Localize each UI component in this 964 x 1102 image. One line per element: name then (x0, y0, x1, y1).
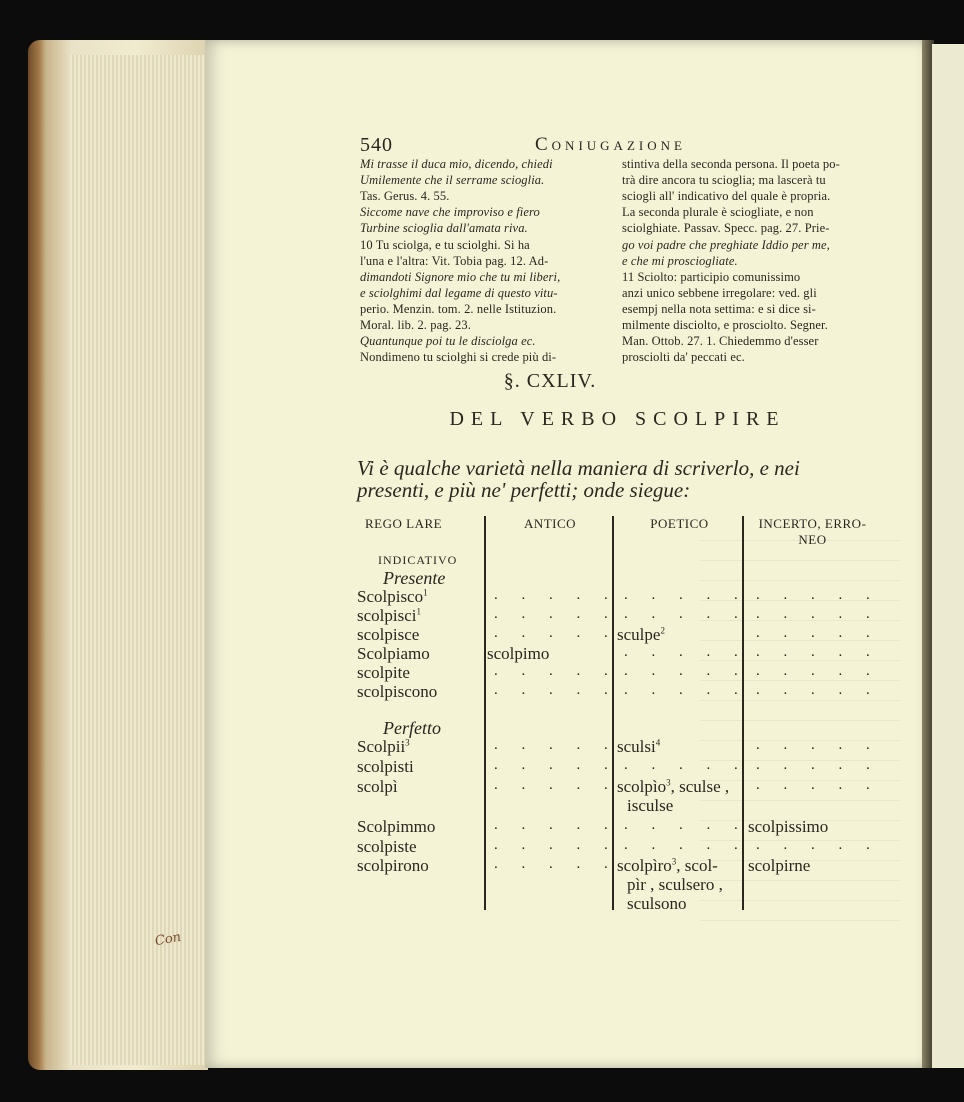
verb-poetico (617, 737, 660, 757)
verb-poetico (617, 777, 729, 797)
dots-poetico: . . . . . (624, 587, 748, 603)
verb-regolare-text: Scolpiamo (357, 644, 430, 663)
dots-incerto: . . . . . (756, 777, 880, 793)
dots-antico: . . . . . (494, 737, 618, 753)
dots-antico: . . . . . (494, 757, 618, 773)
footnote-left-line: perio. Menzin. tom. 2. nelle Istituzion. (360, 301, 557, 316)
dots-incerto: . . . . . (756, 606, 880, 622)
verb-poetico-rest: , scol- (676, 856, 718, 875)
footnote-left-line: Siccome nave che improviso e fiero (360, 205, 540, 220)
verb-regolare (357, 663, 410, 683)
facing-page-edge (932, 44, 964, 1068)
col-header-incerto-cont: NEO (798, 532, 827, 547)
verb-regolare-text: scolpì (357, 777, 398, 796)
dots-poetico: . . . . . (624, 817, 748, 833)
dots-antico: . . . . . (494, 625, 618, 641)
page-number: 540 (360, 134, 393, 156)
verb-regolare (357, 682, 437, 702)
dots-incerto: . . . . . (756, 587, 880, 603)
dots-antico: . . . . . (494, 777, 618, 793)
verb-regolare (357, 625, 419, 645)
footnote-ref: 1 (423, 587, 428, 598)
dots-incerto: . . . . . (756, 737, 880, 753)
verb-poetico-cont: isculse (627, 796, 674, 815)
footnote-ref: 3 (671, 856, 677, 867)
dots-poetico: . . . . . (624, 682, 748, 698)
dots-antico: . . . . . (494, 606, 618, 622)
footnote-left-line: e sciolghimi dal legame di questo vitu- (360, 285, 558, 300)
footnote-left-line: Quantunque poi tu le disciolga ec. (360, 334, 536, 349)
footnote-left-line: 10 Tu sciolga, e tu sciolghi. Si ha (360, 237, 530, 252)
verb-poetico-cont: sculsono (627, 894, 687, 913)
verb-poetico-cont: pìr , sculsero , (627, 875, 723, 894)
footnote-ref: 4 (655, 737, 661, 748)
edge-handwriting: Con (153, 929, 183, 950)
dots-antico: . . . . . (494, 663, 618, 679)
footnote-left-line: dimandoti Signore mio che tu mi liberi, (360, 269, 561, 284)
verb-regolare-text: Scolpii (357, 737, 406, 756)
verb-regolare-text: Scolpisco (357, 587, 424, 606)
verb-regolare-text: scolpite (357, 663, 410, 682)
dots-poetico: . . . . . (624, 606, 748, 622)
verb-antico: scolpimo (487, 644, 550, 663)
dots-antico: . . . . . (494, 856, 618, 872)
column-rule-1 (484, 516, 486, 910)
verb-poetico-rest: , sculse , (670, 777, 730, 796)
footnote-right-line: sciolghiate. Passav. Specc. pag. 27. Prie- (622, 221, 830, 236)
dots-incerto: . . . . . (756, 682, 880, 698)
verb-regolare-text: scolpisce (357, 625, 420, 644)
footnote-right-line: milmente disciolto, e prosciolto. Segner. (622, 318, 828, 332)
dots-poetico: . . . . . (624, 644, 748, 660)
verb-regolare-text: scolpisci (357, 606, 417, 625)
verb-poetico-text: scolpìo (617, 777, 667, 796)
section-mark: §. CXLIV. (503, 370, 597, 392)
footnote-right-line: prosciolti da' peccati ec. (622, 350, 745, 365)
verb-poetico-text: sculsi (617, 737, 656, 756)
dots-antico: . . . . . (494, 817, 618, 833)
dots-antico: . . . . . (494, 837, 618, 853)
footnote-right-line: anzi unico sebbene irregolare: ved. gli (622, 285, 817, 300)
chapter-title: DEL VERBO SCOLPIRE (449, 408, 786, 430)
verb-regolare (357, 856, 429, 876)
verb-poetico (617, 856, 718, 876)
verb-regolare (357, 817, 435, 837)
dots-incerto: . . . . . (756, 663, 880, 679)
footnote-right-line: 11 Sciolto: participio comunissimo (622, 269, 801, 284)
tense-present: Presente (383, 568, 446, 588)
footnote-left-line: Moral. lib. 2. pag. 23. (360, 318, 471, 332)
footnote-ref: 2 (660, 625, 665, 636)
verb-regolare-text: scolpisti (357, 757, 414, 776)
verb-regolare (357, 737, 410, 757)
dots-incerto: . . . . . (756, 837, 880, 853)
dots-poetico: . . . . . (624, 757, 748, 773)
dots-antico: . . . . . (494, 587, 618, 603)
tense-perfect: Perfetto (383, 718, 441, 738)
footnote-right-line: e che mi prosciogliate. (622, 253, 738, 268)
dots-poetico: . . . . . (624, 663, 748, 679)
verb-regolare (357, 587, 428, 607)
col-header-regolare: REGO LARE (365, 516, 443, 531)
verb-incerto: scolpirne (748, 856, 811, 875)
footnote-left-line: Turbine scioglia dall'amata riva. (360, 221, 528, 236)
footnote-right-line: trà dire ancora tu scioglia; ma lascerà tu (622, 173, 826, 188)
verb-poetico-text: scolpìro (617, 856, 672, 875)
verb-regolare (357, 644, 430, 664)
footnote-right-line: esempj nella nota settima: e si dice si- (622, 301, 816, 316)
col-header-antico: ANTICO (523, 516, 577, 531)
footnote-right-line: La seconda plurale è sciogliate, e non (622, 205, 814, 220)
footnote-right-line: Man. Ottob. 27. 1. Chiedemmo d'esser (622, 334, 819, 349)
footnote-left-line: Tas. Gerus. 4. 55. (360, 189, 450, 204)
verb-regolare-text: scolpiste (357, 837, 417, 856)
verb-regolare-text: Scolpimmo (357, 817, 436, 836)
dots-antico: . . . . . (494, 682, 618, 698)
footnote-ref: 1 (416, 606, 421, 617)
dots-incerto: . . . . . (756, 757, 880, 773)
page-stack (70, 55, 210, 1065)
footnote-right-line: sciogli all' indicativo del quale è propria. (622, 189, 831, 204)
intro-line-1: Vi è qualche varietà nella maniera di scriverlo, e nei (357, 456, 800, 480)
footnote-left-line: Mi trasse il duca mio, dicendo, chiedi (360, 157, 553, 171)
verb-regolare (357, 606, 421, 626)
verb-incerto: scolpissimo (748, 817, 829, 836)
col-header-poetico: POETICO (650, 516, 709, 531)
dots-incerto: . . . . . (756, 644, 880, 660)
footnote-ref: 3 (405, 737, 410, 748)
verb-poetico (617, 625, 665, 645)
verb-regolare-text: scolpiscono (357, 682, 438, 701)
intro-line-2: presenti, e più ne' perfetti; onde siegue: (357, 478, 691, 502)
col-header-incerto: INCERTO, ERRO- (758, 516, 867, 531)
verb-regolare (357, 837, 417, 857)
footnote-left-line: l'una e l'altra: Vit. Tobia pag. 12. Ad- (360, 253, 549, 268)
footnote-left-line: Umilemente che il serrame scioglia. (360, 173, 545, 188)
verb-regolare-text: scolpirono (357, 856, 429, 875)
footnote-right-line: stintiva della seconda persona. Il poeta po- (622, 157, 840, 171)
footnote-left-line: Nondimeno tu sciolghi si crede più di- (360, 350, 557, 365)
footnote-right-line: go voi padre che preghiate Iddio per me, (622, 237, 830, 252)
dots-incerto: . . . . . (756, 625, 880, 641)
running-head: Coniugazione (535, 134, 686, 155)
dots-poetico: . . . . . (624, 837, 748, 853)
verb-poetico-text: sculpe (617, 625, 661, 644)
verb-regolare (357, 777, 398, 797)
mood-label: INDICATIVO (378, 553, 458, 567)
verb-regolare (357, 757, 414, 777)
footnote-ref: 3 (666, 777, 671, 788)
